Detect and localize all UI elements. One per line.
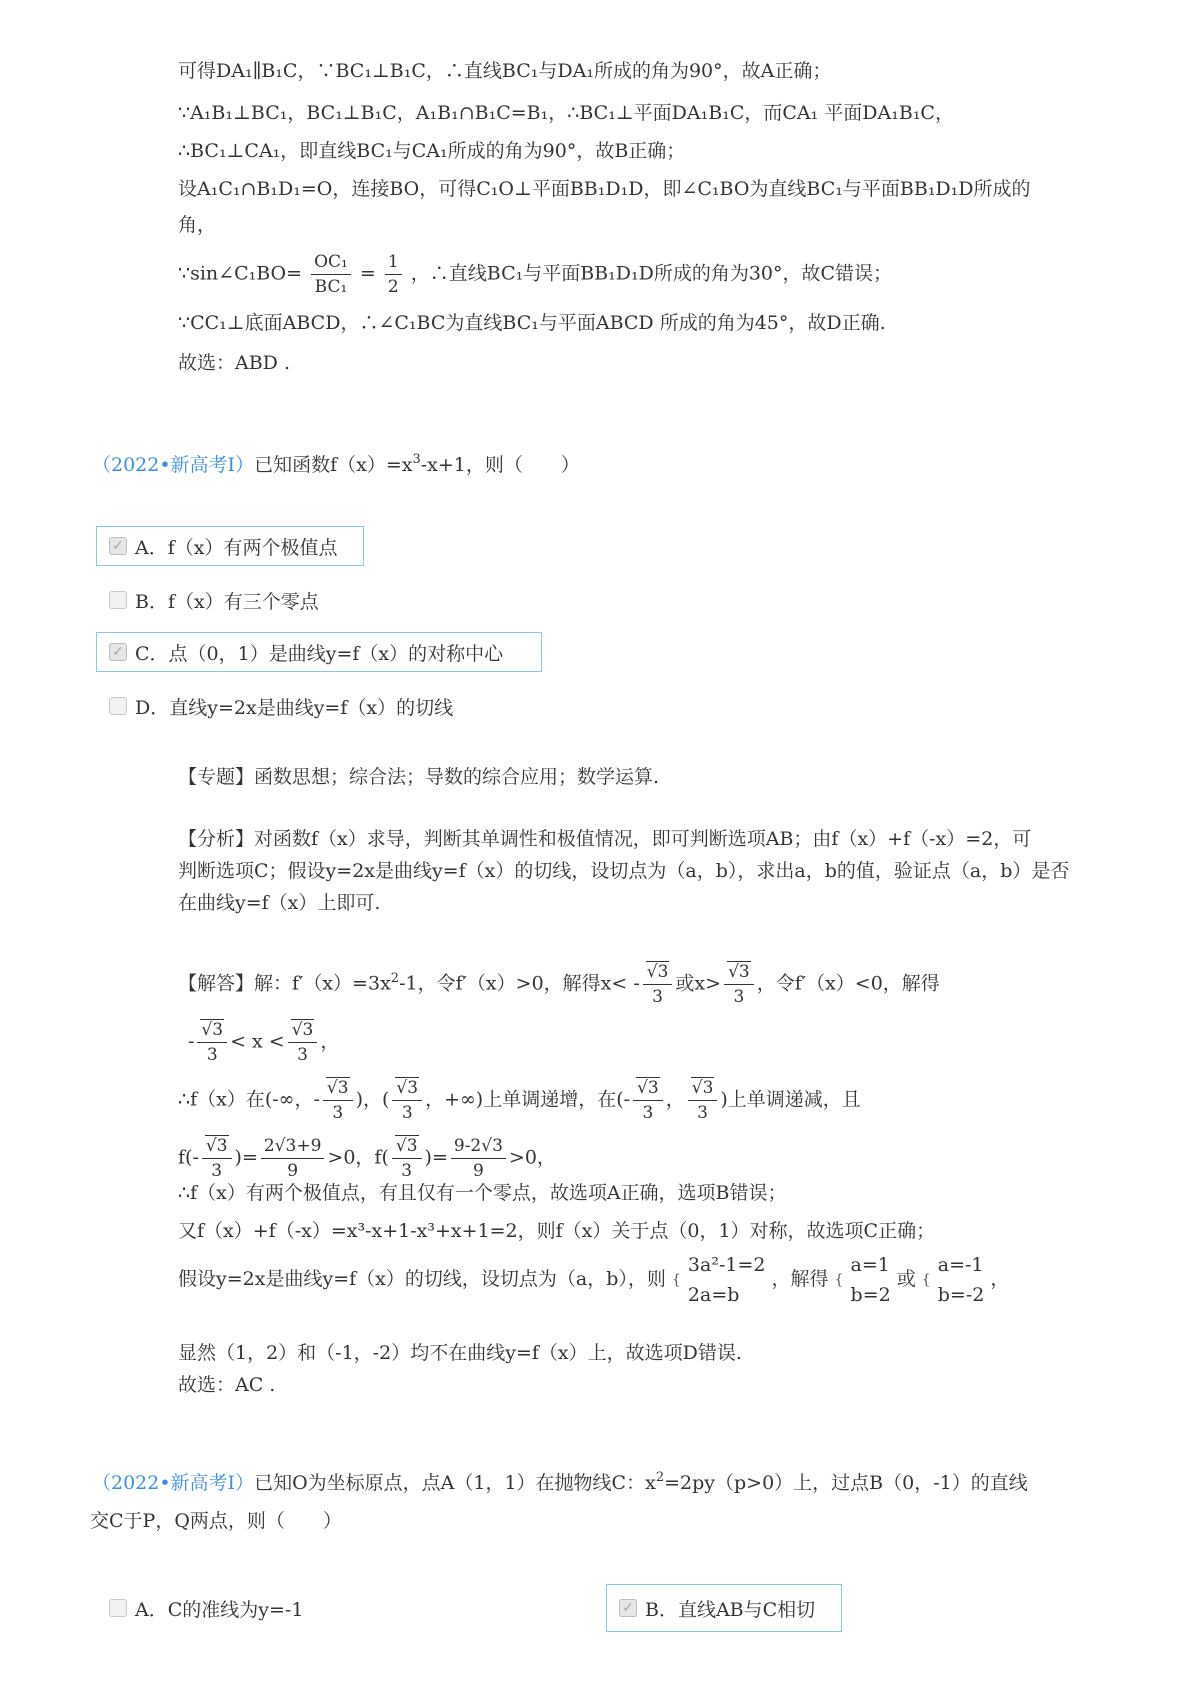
checkbox-checked-icon[interactable]: ✓ xyxy=(109,643,127,661)
q1-solution-7 xyxy=(178,1250,1009,1310)
sqrt3: √3 xyxy=(205,1136,228,1156)
frac-den: 9 xyxy=(472,1161,484,1181)
checkbox-checked-icon[interactable]: ✓ xyxy=(109,537,127,555)
sys-eq: b=2 xyxy=(850,1284,891,1306)
prev-line-6-b: = xyxy=(359,262,376,285)
frac-den: 3 xyxy=(652,987,663,1007)
prev-line-8: 故选：ABD . xyxy=(178,352,290,374)
brace-icon: { xyxy=(921,1272,931,1288)
sqrt3: √3 xyxy=(291,1020,314,1040)
q1-solution-3: ∴f（x）在(-∞，- $\frac{√3}{3}$ )，( $\frac{√3}{3}$ ，+∞)上单调递增，在(- $\frac{√3}{3}$ ， $\frac{√3}{3}$ )上单调递减，且 xyxy=(178,1078,861,1123)
sys-eq: 3a²-1=2 xyxy=(687,1254,766,1276)
minus: - xyxy=(192,1146,199,1169)
q1-topic: 【专题】函数思想；综合法；导数的综合应用；数学运算. xyxy=(178,766,660,788)
sol-text: )，( xyxy=(355,1088,390,1111)
sol-text: < x < xyxy=(230,1030,285,1053)
q2-option-b[interactable] xyxy=(606,1584,842,1632)
q1-option-b-label: B．f（x）有三个零点 xyxy=(135,590,319,613)
sol-text: 假设y=2x是曲线y=f（x）的切线，设切点为（a，b），则 xyxy=(178,1268,666,1290)
prev-line-6-c: ，∴直线BC₁与平面BB₁D₁D所成的角为30°，故C错误； xyxy=(410,262,893,285)
sqrt3: √3 xyxy=(728,962,750,982)
checkbox-icon[interactable] xyxy=(109,697,127,715)
fraction-sqrt3-3 xyxy=(724,960,754,1009)
equation-system-1 xyxy=(688,1250,766,1310)
q2-option-a-label: A．C的准线为y=-1 xyxy=(135,1598,304,1621)
prev-line-6-a: ∵sin∠C₁BO= xyxy=(178,262,303,285)
q2-stem-sup: 2 xyxy=(655,1470,665,1485)
q1-option-c[interactable] xyxy=(96,632,542,672)
fraction-1-2 xyxy=(385,250,402,299)
frac-den: 3 xyxy=(733,987,745,1007)
prev-line-3: ∴BC₁⊥CA₁，即直线BC₁与CA₁所成的角为90°，故B正确； xyxy=(178,140,686,162)
sqrt3: √3 xyxy=(326,1078,349,1098)
equation-system-3 xyxy=(938,1250,985,1310)
prev-line-5: 角， xyxy=(178,214,217,236)
q1-stem xyxy=(92,452,580,481)
sys-eq: a=-1 xyxy=(937,1254,984,1276)
q2-stem-2: 交C于P，Q两点，则（ ） xyxy=(90,1510,342,1532)
q1-analysis-2: 判断选项C；假设y=2x是曲线y=f（x）的切线，设切点为（a，b），求出a，b的值，验证点（a，b）是否 xyxy=(178,860,1070,882)
fraction-sqrt3-3 xyxy=(288,1018,318,1067)
fraction-sqrt3-3 xyxy=(643,960,673,1009)
frac-den: 9 xyxy=(287,1161,299,1181)
q1-option-d-label: D．直线y=2x是曲线y=f（x）的切线 xyxy=(135,696,454,719)
fraction-sqrt3-3 xyxy=(202,1134,232,1183)
frac-den: 3 xyxy=(401,1103,413,1123)
fraction-sqrt3-3 xyxy=(323,1076,353,1125)
sqrt3: √3 xyxy=(201,1020,224,1040)
q1-stem-b: -x+1，则（ ） xyxy=(420,454,580,476)
sys-eq: a=1 xyxy=(850,1254,890,1276)
minus: - xyxy=(623,1088,631,1111)
checkbox-icon[interactable] xyxy=(109,1599,127,1617)
prev-line-4: 设A₁C₁∩B₁D₁=O，连接BO，可得C₁O⊥平面BB₁D₁D，即∠C₁BO为直线BC₁与平面BB₁D₁D所成的 xyxy=(178,178,1031,200)
brace-icon: { xyxy=(671,1272,681,1288)
q2-option-a[interactable] xyxy=(96,1588,303,1628)
q1-option-d[interactable] xyxy=(96,686,453,726)
sol-text: >0， xyxy=(508,1146,556,1169)
q1-option-c-label: C．点（0，1）是曲线y=f（x）的对称中心 xyxy=(135,642,504,665)
sqrt3: √3 xyxy=(646,962,669,982)
sqrt3: √3 xyxy=(637,1078,659,1098)
sol-text: -1，令f′（x）>0，解得x< xyxy=(399,972,628,995)
q2-stem-a: 已知O为坐标原点，点A（1，1）在抛物线C：x xyxy=(254,1472,656,1494)
sqrt3: √3 xyxy=(396,1078,419,1098)
frac-den: BC₁ xyxy=(314,277,348,297)
q1-option-a-label: A．f（x）有两个极值点 xyxy=(135,536,338,559)
q1-solution-9: 故选：AC . xyxy=(178,1374,276,1396)
q1-option-b[interactable] xyxy=(96,580,319,620)
brace-icon: { xyxy=(834,1272,844,1288)
frac-den: 3 xyxy=(297,1045,308,1065)
fraction-sqrt3-3 xyxy=(688,1076,718,1125)
checkbox-checked-icon[interactable]: ✓ xyxy=(619,1599,637,1617)
q2-source-tag: （2022•新高考Ⅰ） xyxy=(92,1472,255,1494)
checkbox-icon[interactable] xyxy=(109,591,127,609)
frac-den: 3 xyxy=(211,1161,223,1181)
fraction-sqrt3-3 xyxy=(392,1134,422,1183)
q1-solution-6: 又f（x）+f（-x）=x³-x+1-x³+x+1=2，则f（x）关于点（0，1）对称，故选项C正确； xyxy=(178,1220,936,1242)
sol-text: ， xyxy=(320,1030,340,1053)
prev-line-2: ∵A₁B₁⊥BC₁，BC₁⊥B₁C，A₁B₁∩B₁C=B₁，∴BC₁⊥平面DA₁B₁C，而CA₁ 平面DA₁B₁C， xyxy=(178,102,954,124)
frac-num: 9-2√3 xyxy=(451,1134,506,1159)
sol-text: ，令f′（x）<0，解得 xyxy=(756,972,940,995)
q1-option-a[interactable] xyxy=(96,526,364,566)
minus: - xyxy=(313,1088,320,1111)
minus: - xyxy=(633,972,640,995)
prev-line-1: 可得DA₁∥B₁C，∵BC₁⊥B₁C，∴直线BC₁与DA₁所成的角为90°，故A正确； xyxy=(178,60,832,82)
sol-text: f( xyxy=(178,1146,193,1169)
frac-num: OC₁ xyxy=(311,250,351,275)
fraction-value xyxy=(261,1134,325,1183)
sol-text: ，解得 xyxy=(771,1268,829,1290)
q1-stem-sup: 3 xyxy=(412,452,421,467)
sol-text: ∴f（x）在(-∞， xyxy=(178,1088,314,1111)
q1-solution-2 xyxy=(188,1018,339,1067)
prev-line-6 xyxy=(178,250,892,299)
q1-solution-5: ∴f（x）有两个极值点，有且仅有一个零点，故选项A正确，选项B错误； xyxy=(178,1182,787,1204)
sol-sup: 2 xyxy=(390,970,400,986)
frac-den: 3 xyxy=(697,1103,708,1123)
q1-stem-a: 已知函数f（x）=x xyxy=(254,454,413,476)
q1-solution-1 xyxy=(178,960,940,1009)
frac-num: 2√3+9 xyxy=(261,1134,325,1159)
sqrt3: √3 xyxy=(691,1078,714,1098)
sol-text: 或x> xyxy=(675,972,722,995)
q1-analysis-1: 【分析】对函数f（x）求导，判断其单调性和极值情况，即可判断选项AB；由f（x）+f（-x）=2，可 xyxy=(178,828,1032,850)
sys-eq: b=-2 xyxy=(937,1284,985,1306)
sol-text: ，+∞)上单调递增，在( xyxy=(425,1088,624,1111)
sol-text: >0，f( xyxy=(327,1146,389,1169)
sqrt3: √3 xyxy=(395,1136,418,1156)
sol-text: )= xyxy=(234,1146,258,1169)
frac-den: 3 xyxy=(642,1103,654,1123)
minus: - xyxy=(188,1030,195,1053)
frac-den: 3 xyxy=(401,1161,413,1181)
q1-analysis-3: 在曲线y=f（x）上即可. xyxy=(178,892,381,914)
q2-option-b-label: B．直线AB与C相切 xyxy=(645,1598,816,1621)
frac-den: 3 xyxy=(332,1103,344,1123)
sol-text: )= xyxy=(424,1146,448,1169)
q2-stem-1 xyxy=(92,1470,1028,1499)
sol-text: )上单调递减，且 xyxy=(720,1088,861,1111)
sys-eq: 2a=b xyxy=(687,1284,740,1306)
q1-source-tag: （2022•新高考Ⅰ） xyxy=(92,454,255,476)
fraction-value xyxy=(451,1134,506,1183)
frac-den: 2 xyxy=(387,277,399,297)
equation-system-2 xyxy=(851,1250,891,1310)
fraction-oc1-bc1 xyxy=(311,250,351,299)
sol-text: 或 xyxy=(896,1268,916,1290)
fraction-sqrt3-3 xyxy=(633,1076,663,1125)
q2-stem-b: =2py（p>0）上，过点B（0，-1）的直线 xyxy=(664,1472,1028,1494)
fraction-sqrt3-3 xyxy=(392,1076,422,1125)
prev-line-7: ∵CC₁⊥底面ABCD，∴∠C₁BC为直线BC₁与平面ABCD 所成的角为45°，故D正确. xyxy=(178,312,886,334)
frac-den: 3 xyxy=(206,1045,218,1065)
fraction-sqrt3-3 xyxy=(197,1018,227,1067)
sol-text: ， xyxy=(990,1268,1010,1290)
frac-num: 1 xyxy=(385,250,402,275)
q1-solution-8: 显然（1，2）和（-1，-2）均不在曲线y=f（x）上，故选项D错误. xyxy=(178,1342,742,1364)
q1-solution-4 xyxy=(178,1134,556,1183)
sol-text: 【解答】解：f′（x）=3x xyxy=(178,972,391,995)
